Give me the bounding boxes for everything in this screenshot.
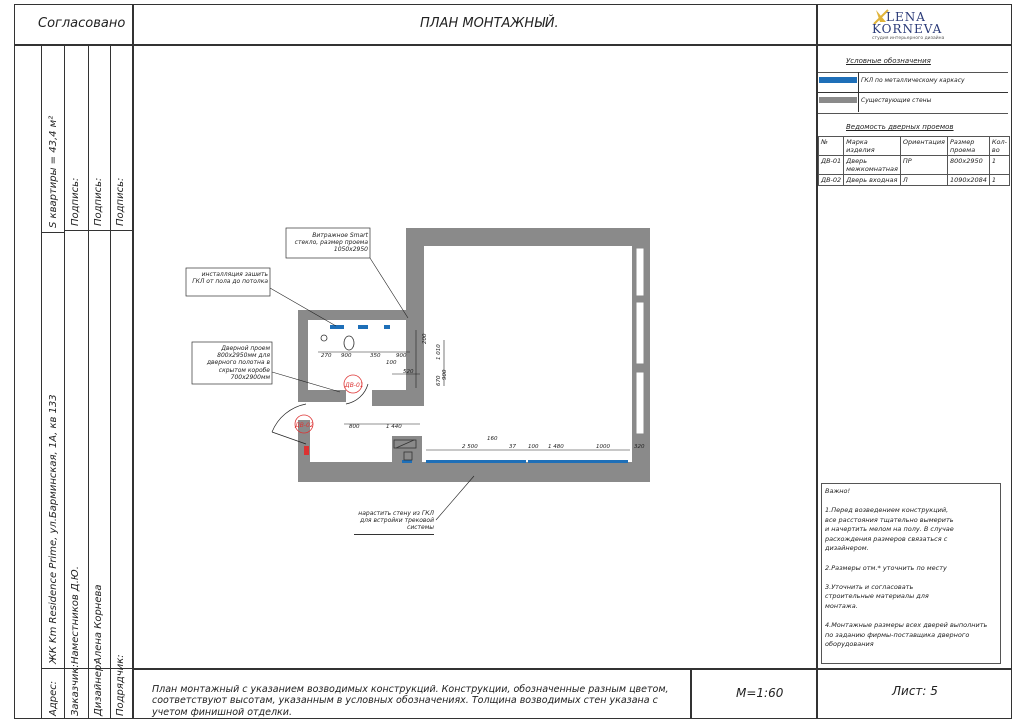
dim-label: 800 [349, 424, 360, 430]
customer-value: Наместников Д.Ю. [70, 566, 81, 664]
toilet-icon [344, 336, 354, 350]
leader-wall [436, 476, 474, 520]
dim-label: 100 [528, 444, 539, 450]
dim-label: 1 440 [386, 424, 402, 430]
table-cell: ДВ-02 [819, 175, 844, 186]
dim-label: 100 [386, 360, 397, 366]
note-item: 3.Уточнить и согласовать строительные материалы для монтажа. [825, 582, 929, 610]
doors-col-size: Размер проема [947, 137, 989, 156]
approved-label: Согласовано [38, 16, 126, 31]
callout-wall: нарастить стену из ГКЛ для встройки трековой системы [354, 510, 434, 535]
area-label: S квартиры = 43,4 м² [48, 115, 59, 228]
table-cell: 800х2950 [947, 156, 989, 175]
customer-label: Заказчик: [70, 664, 81, 716]
table-cell: Л [900, 175, 947, 186]
door1-label: ДВ-01 [345, 382, 364, 389]
dim-label: 200 [422, 333, 428, 344]
wall-bottom [298, 462, 650, 482]
doors-col-qty: Кол-во [989, 137, 1009, 156]
table-cell: ПР [900, 156, 947, 175]
dim-label: 900 [396, 353, 407, 359]
legend-label-walls: Существующие стены [861, 97, 932, 104]
window-2 [636, 302, 644, 364]
dim-label: 350 [370, 353, 381, 359]
callout-glass: Витражное Smart стекло, размер проема 1050х2950 [294, 232, 368, 254]
footer-description: План монтажный с указанием возводимых конструкций. Конструкции, обозначенные разным цветом, соответствуют высотам, указанным в условных обозначениях. Толщина возводимых стен указана с учетом финишной отделки. [152, 684, 669, 718]
signature-label-3: Подпись: [115, 177, 126, 226]
logo-line2: KORNEVA [872, 22, 943, 36]
gkl-segment [426, 460, 526, 463]
signature-label-2: Подпись: [93, 177, 104, 226]
window-frames [636, 248, 644, 434]
gkl-segment [402, 460, 412, 463]
callout-install: инсталляция зашить ГКЛ от пола до потолка [192, 271, 268, 286]
logo-subtitle: студия интерьерного дизайна [872, 36, 945, 41]
note-item: 4.Монтажные размеры всех дверей выполнить по заданию фирмы-поставщика дверного оборудования [825, 621, 988, 649]
dim-label: 1 010 [436, 344, 442, 360]
gkl-segment [330, 325, 344, 329]
address-label: Адрес: [48, 680, 59, 716]
address-value: ЖК Km Residence Prime, ул.Барминская, 1А, кв 133 [48, 394, 59, 664]
gkl-segment [528, 460, 628, 463]
contractor-label: Подрядчик: [115, 654, 126, 716]
doors-col-orient: Ориентация [900, 137, 947, 156]
legend-title: Условные обозначения [846, 57, 931, 65]
scale-label: М=1:60 [736, 686, 784, 700]
table-cell: 1 [989, 175, 1009, 186]
dim-label: 1 480 [548, 444, 564, 450]
callout-door: Дверной проем 800х2950мм для дверного полотна в скрытом коробе 700х2900мм [206, 345, 270, 381]
wall-left-upper [298, 310, 308, 402]
window-1 [636, 248, 644, 296]
table-cell: Дверь межкомнатная [844, 156, 901, 175]
dim-label: 160 [487, 436, 498, 442]
note-item: 2.Размеры отм.* уточнить по месту [825, 563, 947, 572]
doors-col-mark: Марка изделия [844, 137, 901, 156]
entry-marker [304, 446, 309, 455]
plan-title: ПЛАН МОНТАЖНЫЙ. [420, 16, 559, 31]
designer-value: Алена Корнева [93, 584, 104, 664]
dim-label: 520 [403, 369, 414, 375]
wall-mid [372, 390, 424, 406]
door2-label: ДВ-02 [295, 422, 314, 429]
dim-label: 900 [341, 353, 352, 359]
dim-label: 670 [436, 375, 442, 386]
notes-title: Важно! [825, 487, 851, 495]
dim-label: 2 500 [462, 444, 478, 450]
signature-label-1: Подпись: [70, 177, 81, 226]
logo-line1: LENA [886, 10, 926, 24]
dim-label: 320 [634, 444, 645, 450]
dim-label: 900 [442, 369, 448, 380]
window-3 [636, 372, 644, 434]
dim-label: 37 [509, 444, 516, 450]
dim-label: 1000 [596, 444, 610, 450]
legend-label-gkl: ГКЛ по металлическому каркасу [861, 77, 965, 84]
wall-top-bath [298, 310, 410, 320]
designer-label: Дизайнер: [93, 661, 104, 716]
note-item: 1.Перед возведением конструкций, все расстояния тщательно вымерить и начертить мелом на полу. В случае расхождения размеров связаться с дизайнером. [825, 506, 954, 553]
doors-col-num: № [819, 137, 844, 156]
dim-label: 270 [321, 353, 332, 359]
leader-glass [370, 258, 408, 318]
dimension-labels [321, 333, 645, 450]
table-cell: Дверь входная [844, 175, 901, 186]
table-cell: 1 [989, 156, 1009, 175]
sheet-label: Лист: 5 [892, 684, 938, 698]
table-cell: ДВ-01 [819, 156, 844, 175]
wall-top [406, 228, 650, 246]
gkl-segment [358, 325, 368, 329]
doors-table-title: Ведомость дверных проемов [846, 123, 954, 131]
table-cell: 1090х2084 [947, 175, 989, 186]
gkl-segment [384, 325, 390, 329]
dimension-lines [318, 330, 630, 450]
sink-icon [321, 335, 327, 341]
